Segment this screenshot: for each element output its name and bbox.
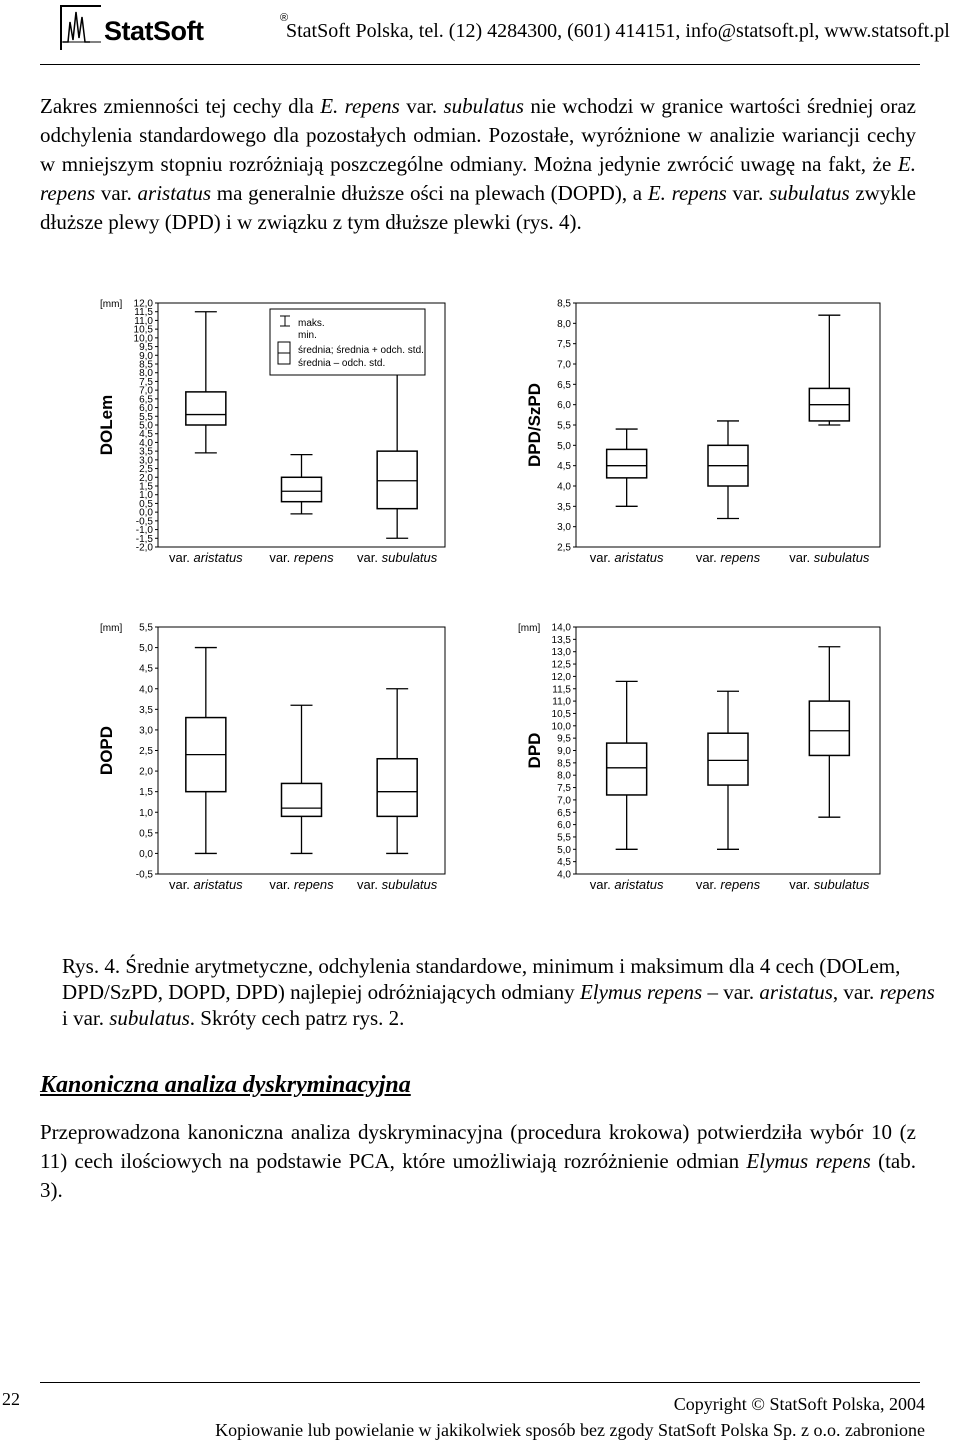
- intro-segment: Zakres zmienności tej cechy dla: [40, 94, 321, 118]
- y-tick-label: 2,0: [139, 472, 153, 484]
- y-tick-label: 6,0: [139, 403, 153, 415]
- y-tick-label: 3,5: [139, 446, 153, 458]
- y-tick-label: 5,5: [557, 420, 571, 432]
- y-unit-label: [mm]: [100, 299, 123, 310]
- y-tick-label: 9,5: [557, 733, 571, 745]
- y-tick-label: 3,0: [557, 522, 571, 534]
- y-tick-label: 11,0: [552, 696, 571, 708]
- y-tick-label: 7,0: [557, 359, 571, 371]
- y-tick-label: 0,5: [139, 828, 153, 840]
- y-tick-label: 5,0: [139, 420, 153, 432]
- caption-segment: Elymus repens: [579, 980, 703, 1004]
- chart-svg: [500, 617, 920, 907]
- y-tick-label: 6,5: [139, 394, 153, 406]
- std-box: [377, 759, 417, 817]
- intro-paragraph: [40, 92, 916, 237]
- legend-max: maks.: [298, 318, 325, 329]
- y-tick-label: -0,5: [135, 516, 153, 528]
- chart-svg: [500, 295, 920, 585]
- std-box: [282, 783, 322, 816]
- y-tick-label: 10,0: [133, 333, 153, 345]
- x-category-label: var. subulatus: [789, 877, 870, 892]
- x-category-label: var. subulatus: [357, 550, 438, 565]
- box-2: [282, 705, 322, 853]
- y-tick-label: -1,5: [135, 533, 153, 545]
- intro-segment: E. repens: [40, 152, 916, 205]
- y-tick-label: 13,0: [551, 647, 571, 659]
- y-tick-label: 12,0: [551, 671, 571, 683]
- caption-segment: . Skróty cech patrz rys. 2.: [189, 1006, 405, 1030]
- std-box: [186, 392, 226, 425]
- y-tick-label: 9,0: [139, 350, 153, 362]
- y-tick-label: 5,5: [557, 832, 571, 844]
- y-tick-label: 10,5: [133, 324, 153, 336]
- y-tick-label: 5,0: [139, 643, 153, 655]
- std-box: [708, 733, 748, 785]
- intro-segment: E. repens: [647, 181, 727, 205]
- y-tick-label: 6,5: [557, 379, 571, 391]
- y-tick-label: 5,0: [557, 440, 571, 452]
- x-category-label: var. subulatus: [357, 877, 438, 892]
- intro-segment: var.: [726, 181, 770, 205]
- y-tick-label: 2,0: [139, 766, 153, 778]
- y-tick-label: 4,0: [139, 437, 153, 449]
- intro-segment: var.: [95, 181, 138, 205]
- x-category-label: var. subulatus: [789, 550, 870, 565]
- y-tick-label: 8,0: [557, 770, 571, 782]
- y-tick-label: 3,0: [139, 455, 153, 467]
- y-axis-label: DOPD: [97, 725, 116, 776]
- y-tick-label: 4,0: [557, 869, 571, 881]
- intro-segment: zwykle dłuższe plewy (DPD) i w związku z tym dłuższe plewki (rys. 4).: [40, 181, 916, 234]
- caption-segment: repens: [879, 980, 935, 1004]
- outro-segment: Przeprowadzona kanoniczna analiza dyskryminacyjna (procedura krokowa) potwierdziła wybór 10 (z 11) cech ilościowych na podstawie PCA, które umożliwiają rozróżnienie odmian: [40, 1120, 916, 1173]
- y-tick-label: 12,5: [551, 659, 571, 671]
- y-tick-label: 3,0: [139, 725, 153, 737]
- outro-segment: (tab. 3).: [40, 1149, 916, 1202]
- x-category-label: var. aristatus: [589, 550, 664, 565]
- y-tick-label: 1,0: [139, 490, 153, 502]
- y-tick-label: 6,0: [557, 820, 571, 832]
- y-tick-label: 1,5: [139, 787, 153, 799]
- std-box: [282, 477, 322, 501]
- y-tick-label: 3,5: [557, 501, 571, 513]
- footer-divider: [40, 1382, 920, 1383]
- x-category-label: var. aristatus: [168, 550, 243, 565]
- y-tick-label: 7,5: [557, 339, 571, 351]
- x-category-label: var. aristatus: [168, 877, 243, 892]
- statsoft-logo: [58, 2, 289, 52]
- y-tick-label: 4,0: [557, 481, 571, 493]
- legend-min: min.: [298, 330, 317, 341]
- y-tick-label: 4,5: [139, 429, 153, 441]
- box-2: [282, 455, 322, 514]
- intro-segment: nie wchodzi w granice wartości średniej oraz odchylenia standardowego dla pozostałych odmian. Pozostałe, wyróżnione w analizie wariancji cechy w mniejszym stopniu rozróżniają poszczególne odmiany. Można jedynie zwrócić uwagę na fakt, że: [40, 94, 916, 176]
- chart-dolem: [40, 295, 460, 590]
- y-tick-label: 7,5: [557, 783, 571, 795]
- box-3: [377, 689, 417, 854]
- intro-segment: E. repens: [320, 94, 400, 118]
- header-contact: StatSoft Polska, tel. (12) 4284300, (601) 414151, info@statsoft.pl, www.statsoft.pl: [286, 20, 950, 42]
- chart-svg: [40, 617, 460, 907]
- chart-dopd: [40, 617, 460, 912]
- y-tick-label: 2,5: [139, 746, 153, 757]
- x-category-label: var. aristatus: [589, 877, 664, 892]
- y-tick-label: -0,5: [135, 869, 153, 881]
- caption-segment: aristatus: [759, 980, 833, 1004]
- y-tick-label: 13,5: [551, 634, 571, 646]
- y-tick-label: -1,0: [135, 525, 153, 537]
- y-tick-label: -2,0: [135, 542, 153, 554]
- intro-segment: subulatus: [769, 181, 850, 205]
- y-tick-label: 2,5: [139, 464, 153, 476]
- logo-registered-mark: ®: [280, 12, 289, 24]
- std-box: [809, 701, 849, 755]
- y-tick-label: 6,5: [557, 807, 571, 819]
- y-tick-label: 1,0: [139, 807, 153, 819]
- std-box: [607, 449, 647, 477]
- box-2: [708, 421, 748, 519]
- y-axis-label: DPD/SzPD: [525, 382, 544, 468]
- section-title: Kanoniczna analiza dyskryminacyjna: [40, 1072, 411, 1098]
- x-category-label: var. repens: [269, 550, 334, 565]
- box-3: [809, 315, 849, 425]
- y-tick-label: 8,0: [139, 368, 153, 380]
- intro-segment: ma generalnie dłuższe ości na plewach (DOPD), a: [211, 181, 648, 205]
- y-tick-label: 12,0: [133, 298, 153, 310]
- footer-notice: Kopiowanie lub powielanie w jakikolwiek sposób bez zgody StatSoft Polska Sp. z o.o. zabronione: [215, 1420, 925, 1440]
- y-unit-label: [mm]: [100, 623, 123, 634]
- y-tick-label: 5,5: [139, 622, 153, 634]
- y-tick-label: 11,5: [552, 684, 571, 696]
- intro-segment: subulatus: [443, 94, 524, 118]
- y-tick-label: 0,0: [139, 848, 153, 860]
- box-1: [186, 312, 226, 453]
- y-tick-label: 4,0: [139, 684, 153, 696]
- x-category-label: var. repens: [695, 877, 761, 892]
- figure-caption: [62, 953, 938, 1031]
- y-tick-label: 2,5: [557, 542, 571, 554]
- caption-segment: subulatus: [109, 1006, 190, 1030]
- chart-svg: [40, 295, 460, 585]
- legend-box2: średnia – odch. std.: [298, 358, 386, 369]
- y-tick-label: 10,0: [551, 721, 571, 733]
- y-tick-label: 9,0: [557, 746, 571, 757]
- y-tick-label: 8,5: [557, 298, 571, 310]
- logo-text: StatSoft: [104, 16, 204, 46]
- y-tick-label: 11,0: [134, 315, 153, 327]
- caption-segment: i var.: [62, 1006, 110, 1030]
- y-unit-label: [mm]: [518, 623, 541, 634]
- statsoft-logo-icon: [58, 2, 104, 52]
- y-axis-label: DOLem: [97, 394, 116, 456]
- y-tick-label: 7,0: [139, 385, 153, 397]
- outro-paragraph: [40, 1118, 916, 1205]
- y-tick-label: 7,5: [139, 376, 153, 388]
- y-tick-label: 7,0: [557, 795, 571, 807]
- caption-segment: Rys. 4. Średnie arytmetyczne, odchylenia standardowe, minimum i maksimum dla 4 cech (DOLem, DPD/SzPD, DOPD, DPD) najlepiej odróżniających odmiany: [62, 954, 901, 1004]
- x-category-label: var. repens: [269, 877, 334, 892]
- y-tick-label: 4,5: [557, 857, 571, 869]
- intro-segment: aristatus: [137, 181, 212, 205]
- legend-box: średnia; średnia + odch. std.: [298, 345, 424, 356]
- y-tick-label: 8,5: [557, 758, 571, 770]
- y-tick-label: 11,5: [134, 307, 153, 319]
- y-tick-label: 8,0: [557, 318, 571, 330]
- box-3: [809, 647, 849, 817]
- y-tick-label: 4,5: [557, 461, 571, 473]
- y-tick-label: 4,5: [139, 663, 153, 675]
- footer-copyright: Copyright © StatSoft Polska, 2004: [673, 1394, 925, 1414]
- y-tick-label: 5,5: [139, 411, 153, 423]
- x-category-label: var. repens: [695, 550, 761, 565]
- intro-segment: var.: [399, 94, 444, 118]
- y-tick-label: 1,5: [139, 481, 153, 493]
- y-tick-label: 14,0: [551, 622, 571, 634]
- box-1: [607, 429, 647, 506]
- box-1: [607, 681, 647, 849]
- outro-segment: Elymus repens: [746, 1149, 871, 1173]
- caption-segment: , var.: [832, 980, 880, 1004]
- y-tick-label: 5,0: [557, 844, 571, 856]
- box-2: [708, 691, 748, 849]
- y-tick-label: 8,5: [139, 359, 153, 371]
- y-tick-label: 0,5: [139, 498, 153, 510]
- y-tick-label: 10,5: [551, 708, 571, 720]
- chart-legend: [270, 309, 425, 375]
- std-box: [377, 451, 417, 509]
- y-tick-label: 3,5: [139, 704, 153, 716]
- y-axis-label: DPD: [525, 732, 544, 769]
- chart-dpd-szpd: [500, 295, 920, 590]
- std-box: [607, 743, 647, 795]
- page-header: [40, 0, 950, 65]
- y-tick-label: 9,5: [139, 342, 153, 354]
- y-tick-label: 6,0: [557, 400, 571, 412]
- page-number: 22: [2, 1389, 20, 1409]
- box-1: [186, 648, 226, 854]
- caption-segment: – var.: [702, 980, 760, 1004]
- y-tick-label: 0,0: [139, 507, 153, 519]
- chart-dpd: [500, 617, 920, 912]
